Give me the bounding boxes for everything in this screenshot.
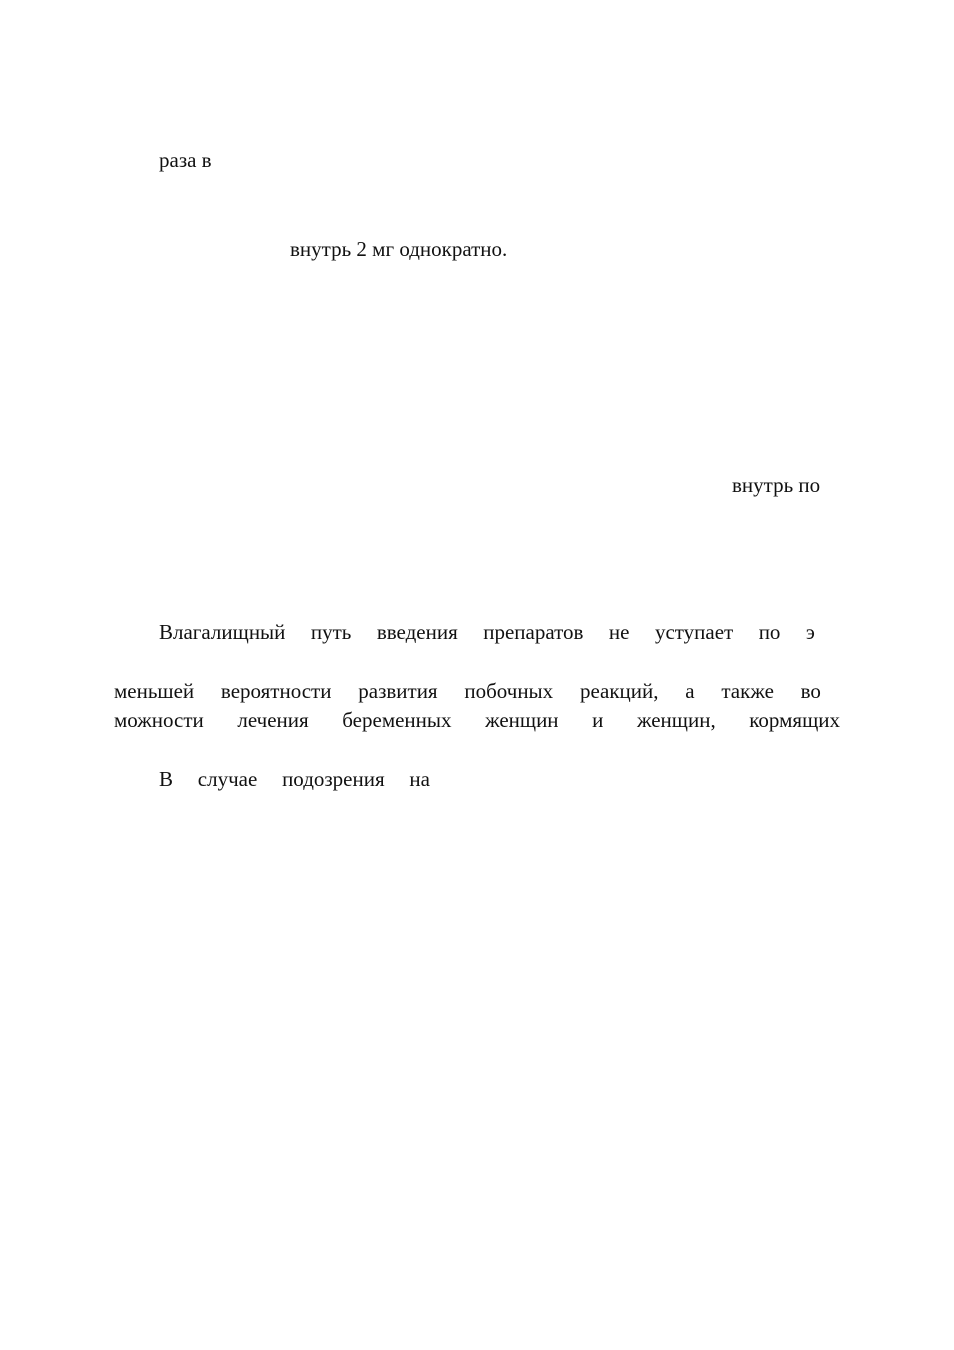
word: лечения (237, 708, 309, 732)
word: на (409, 767, 430, 791)
word: во (800, 679, 821, 703)
word: препаратов (483, 620, 584, 644)
word: подозрения (282, 767, 385, 791)
paragraph-line-1 (159, 622, 815, 643)
word: развития (358, 679, 438, 703)
text-fragment-2: внутрь 2 мг однократно. (290, 237, 508, 261)
word: реакций, (579, 679, 659, 703)
text-fragment-3: внутрь по (732, 473, 821, 497)
paragraph-line-2 (114, 681, 821, 702)
paragraph-line-3 (114, 710, 840, 731)
word: женщин (485, 708, 559, 732)
word: уступает (654, 620, 734, 644)
word: а (685, 679, 695, 703)
word: женщин, (637, 708, 716, 732)
word: вероятности (220, 679, 332, 703)
word: по (758, 620, 781, 644)
word: В (159, 767, 174, 791)
word: и (592, 708, 604, 732)
word: случае (197, 767, 258, 791)
word: меньшей (114, 679, 195, 703)
word: введения (376, 620, 458, 644)
text-fragment-1: раза в (159, 148, 212, 172)
paragraph-line-4 (159, 769, 430, 790)
word: также (721, 679, 774, 703)
word: беременных (342, 708, 452, 732)
word: не (608, 620, 630, 644)
word: Влагалищный (159, 620, 286, 644)
word: э (805, 620, 815, 644)
word: можности (114, 708, 204, 732)
word: побочных (464, 679, 554, 703)
word: путь (310, 620, 352, 644)
word: кормящих (749, 708, 840, 732)
